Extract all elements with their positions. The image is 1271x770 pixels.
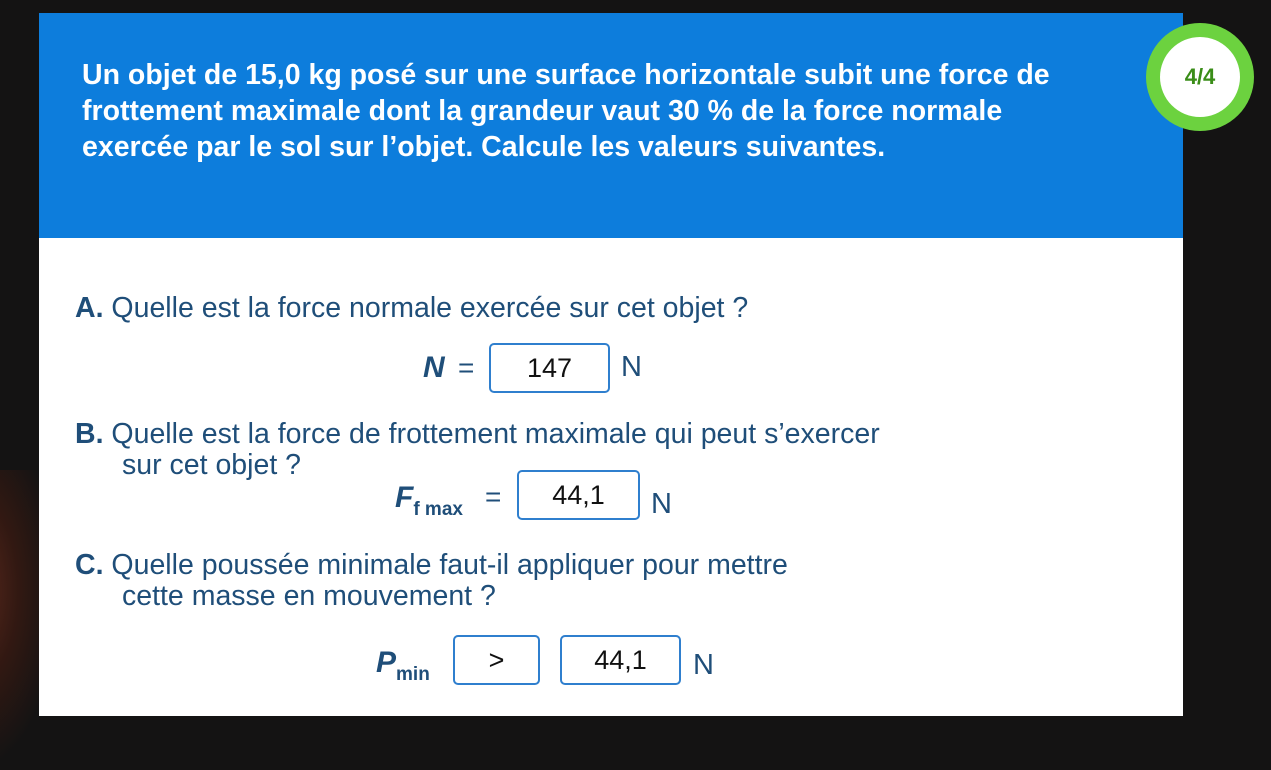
part-c-line1: Quelle poussée minimale faut-il appliquer pour mettre — [111, 549, 788, 581]
friction-force-letter: F — [395, 481, 414, 514]
part-c-letter: C. — [75, 549, 104, 581]
friction-force-subscript: f max — [413, 499, 463, 520]
part-a-unit: N — [621, 351, 642, 383]
question-header — [39, 13, 1183, 238]
exercise-card — [39, 13, 1183, 716]
part-c-line2: cette masse en mouvement ? — [122, 580, 496, 612]
normal-force-symbol — [423, 351, 445, 385]
part-a-letter: A. — [75, 292, 104, 324]
part-b-line2: sur cet objet ? — [122, 449, 302, 481]
part-b-answer-box[interactable]: 44,1 — [517, 470, 640, 520]
part-b-letter: B. — [75, 418, 104, 450]
part-c-question — [75, 550, 1155, 612]
part-c-unit: N — [693, 649, 714, 681]
part-b-unit: N — [651, 488, 672, 520]
part-a-line1: Quelle est la force normale exercée sur cet objet ? — [111, 292, 749, 324]
part-c-answer-box[interactable]: 44,1 — [560, 635, 681, 685]
min-push-letter: P — [376, 646, 397, 679]
part-a-answer-box[interactable]: 147 — [489, 343, 610, 393]
part-a-question — [75, 293, 1155, 324]
friction-force-symbol — [395, 481, 463, 520]
part-a-equals: = — [458, 352, 475, 383]
progress-indicator — [1146, 23, 1254, 131]
min-push-subscript: min — [396, 664, 430, 685]
progress-label: 4/4 — [1160, 37, 1240, 117]
part-b-line1: Quelle est la force de frottement maximale qui peut s’exercer — [111, 418, 880, 450]
normal-force-letter: N — [423, 351, 445, 384]
comparator-select[interactable]: > — [453, 635, 540, 685]
question-text: Un objet de 15,0 kg posé sur une surface horizontale subit une force de frottement maximale dont la grandeur vaut 30 % de la force normale exercée par le sol sur l’objet. Calcule les valeurs suivantes. — [82, 59, 1050, 163]
part-b-equals: = — [485, 481, 502, 512]
min-push-symbol — [376, 646, 430, 685]
